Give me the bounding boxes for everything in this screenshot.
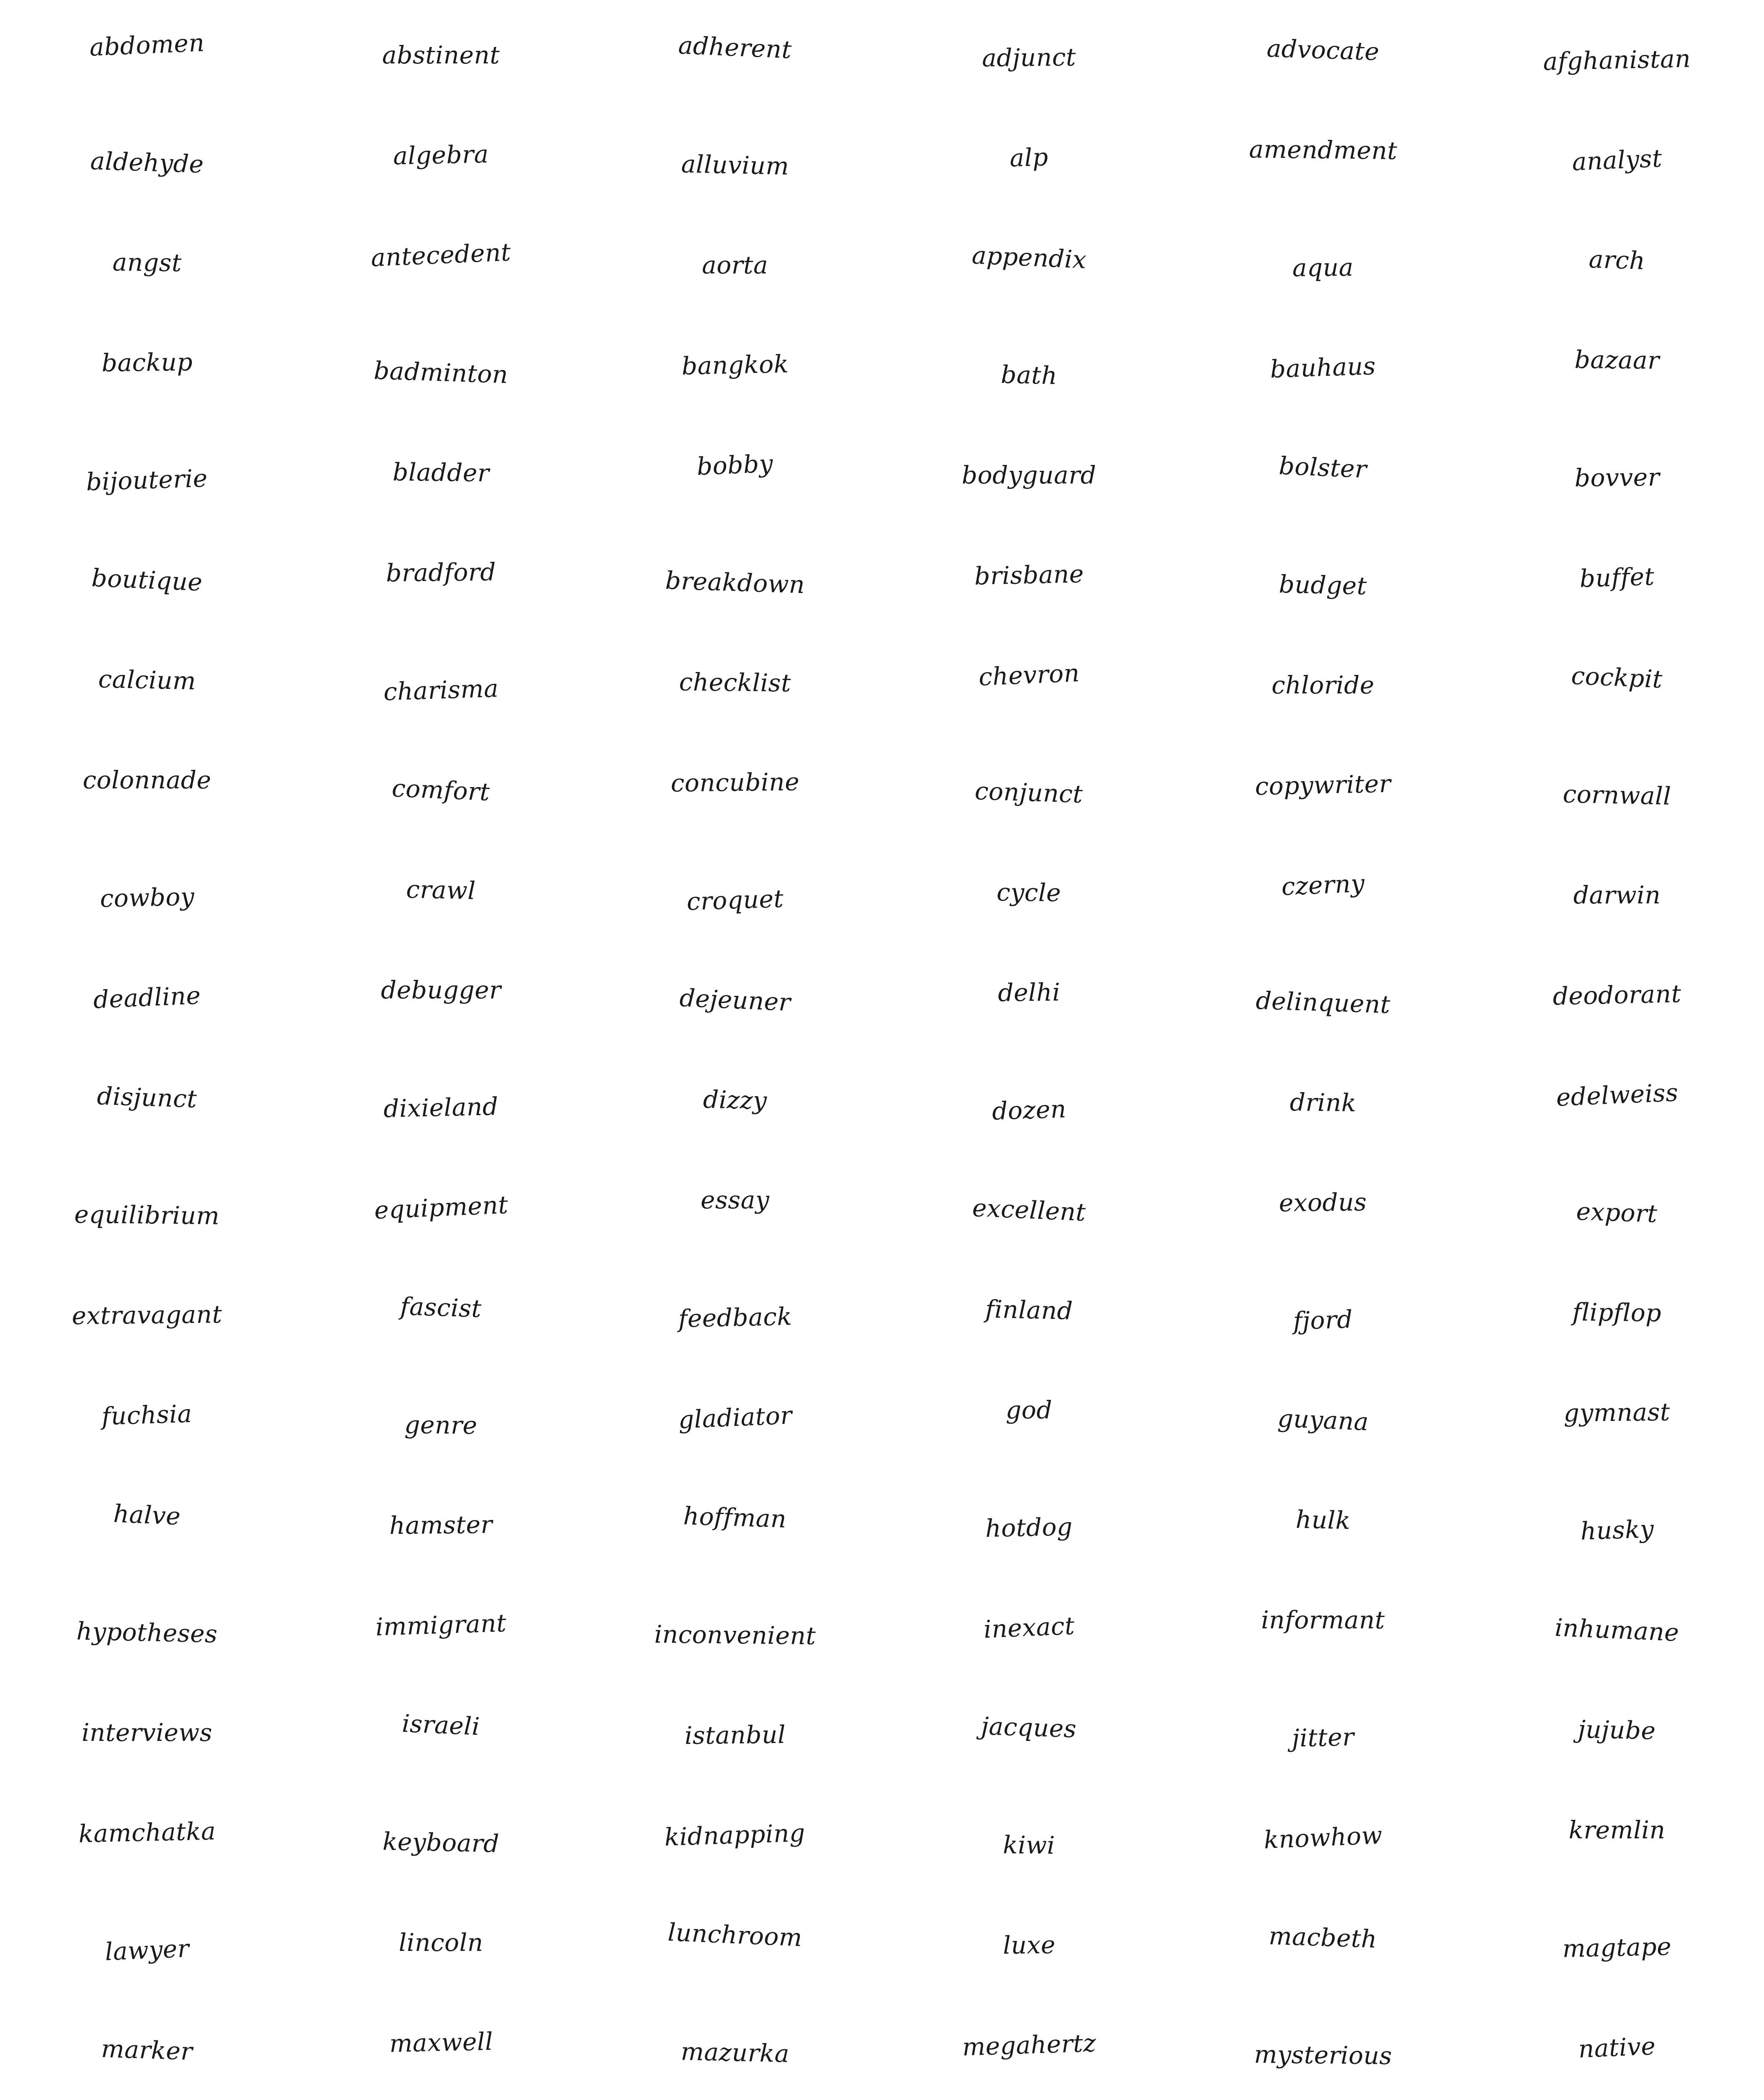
word-cell bbox=[1176, 1785, 1470, 1890]
word-cell bbox=[0, 420, 294, 525]
handwritten-word: cornwall bbox=[1562, 780, 1672, 811]
word-cell bbox=[0, 210, 294, 315]
handwritten-word: chloride bbox=[1271, 671, 1375, 699]
word-cell bbox=[588, 0, 882, 105]
word-cell bbox=[882, 1470, 1176, 1575]
handwritten-word: edelweiss bbox=[1555, 1078, 1679, 1112]
word-cell bbox=[294, 945, 588, 1050]
word-cell bbox=[0, 1785, 294, 1890]
handwritten-word: dejeuner bbox=[679, 983, 791, 1017]
handwritten-word: abdomen bbox=[89, 28, 205, 62]
handwritten-word: kremlin bbox=[1568, 1816, 1666, 1844]
word-cell bbox=[588, 315, 882, 420]
handwritten-word: bradford bbox=[386, 557, 496, 588]
handwritten-word: lincoln bbox=[399, 1928, 483, 1957]
handwritten-word: mysterious bbox=[1254, 2040, 1392, 2070]
handwritten-word: alp bbox=[1009, 142, 1049, 173]
word-cell bbox=[588, 1785, 882, 1890]
word-cell bbox=[588, 735, 882, 840]
handwritten-word: inexact bbox=[983, 1611, 1075, 1644]
word-cell bbox=[294, 840, 588, 945]
word-cell bbox=[1176, 1260, 1470, 1365]
word-cell bbox=[882, 735, 1176, 840]
handwritten-word: colonnade bbox=[82, 766, 212, 794]
handwritten-word: bobby bbox=[696, 449, 774, 481]
handwritten-word: excellent bbox=[971, 1193, 1087, 1227]
handwritten-word: mazurka bbox=[680, 2037, 790, 2068]
word-cell bbox=[882, 1785, 1176, 1890]
word-cell bbox=[0, 525, 294, 630]
word-cell bbox=[882, 840, 1176, 945]
word-cell bbox=[882, 1575, 1176, 1680]
word-cell bbox=[882, 0, 1176, 105]
word-cell bbox=[1176, 735, 1470, 840]
handwritten-word: bolster bbox=[1278, 451, 1368, 484]
handwritten-word: bath bbox=[1000, 360, 1058, 390]
word-cell bbox=[1176, 105, 1470, 210]
word-cell bbox=[294, 525, 588, 630]
word-cell bbox=[588, 525, 882, 630]
word-cell bbox=[0, 315, 294, 420]
word-cell bbox=[588, 1050, 882, 1155]
handwritten-word: fascist bbox=[400, 1292, 482, 1323]
handwritten-word: boutique bbox=[91, 563, 203, 597]
word-cell bbox=[588, 840, 882, 945]
handwritten-word: megahertz bbox=[961, 2029, 1097, 2061]
handwritten-word: lunchroom bbox=[667, 1918, 803, 1952]
word-cell bbox=[588, 1470, 882, 1575]
word-cell bbox=[882, 210, 1176, 315]
handwritten-word: interviews bbox=[81, 1718, 213, 1747]
handwritten-word: chevron bbox=[978, 658, 1080, 692]
handwritten-word: appendix bbox=[971, 241, 1087, 274]
handwritten-word: jujube bbox=[1578, 1715, 1656, 1745]
handwritten-word: advocate bbox=[1266, 34, 1380, 66]
word-cell bbox=[294, 1785, 588, 1890]
handwritten-word: comfort bbox=[391, 774, 491, 806]
word-cell bbox=[1176, 630, 1470, 735]
handwritten-word: extravagant bbox=[71, 1300, 223, 1330]
handwritten-word: feedback bbox=[678, 1302, 792, 1333]
handwritten-word: luxe bbox=[1003, 1930, 1055, 1960]
handwritten-word: native bbox=[1578, 2032, 1656, 2063]
word-cell bbox=[294, 630, 588, 735]
word-cell bbox=[882, 945, 1176, 1050]
handwritten-word: adjunct bbox=[982, 42, 1076, 73]
word-cell bbox=[1470, 1575, 1764, 1680]
word-cell bbox=[882, 1995, 1176, 2100]
word-cell bbox=[1470, 1680, 1764, 1785]
handwritten-word: aqua bbox=[1292, 253, 1354, 282]
word-cell bbox=[882, 1890, 1176, 1995]
word-cell bbox=[294, 1050, 588, 1155]
word-cell bbox=[1470, 420, 1764, 525]
word-cell bbox=[1470, 210, 1764, 315]
handwritten-word: afghanistan bbox=[1543, 44, 1691, 76]
word-cell bbox=[1470, 945, 1764, 1050]
handwritten-word: conjunct bbox=[974, 776, 1084, 809]
word-cell bbox=[294, 1575, 588, 1680]
handwritten-word: adherent bbox=[677, 31, 793, 64]
handwritten-word: cockpit bbox=[1570, 661, 1664, 694]
word-cell bbox=[882, 420, 1176, 525]
handwritten-word: hotdog bbox=[985, 1512, 1073, 1543]
handwritten-word: keyboard bbox=[382, 1827, 500, 1858]
word-cell bbox=[882, 1155, 1176, 1260]
word-cell bbox=[1470, 525, 1764, 630]
handwritten-word: hulk bbox=[1295, 1505, 1351, 1535]
handwritten-word: gladiator bbox=[677, 1401, 793, 1434]
word-cell bbox=[294, 105, 588, 210]
handwritten-word: inhumane bbox=[1554, 1613, 1680, 1647]
handwritten-word: amendment bbox=[1249, 135, 1397, 165]
handwritten-word: dozen bbox=[991, 1095, 1067, 1126]
handwritten-word: czerny bbox=[1281, 869, 1365, 901]
handwritten-word: equipment bbox=[373, 1190, 509, 1225]
word-cell bbox=[294, 1260, 588, 1365]
word-cell bbox=[1470, 1890, 1764, 1995]
word-cell bbox=[1470, 1470, 1764, 1575]
word-cell bbox=[294, 0, 588, 105]
handwritten-word: marker bbox=[101, 2034, 193, 2066]
handwritten-word: concubine bbox=[670, 767, 800, 798]
handwritten-word: deadline bbox=[92, 981, 202, 1014]
word-cell bbox=[588, 1995, 882, 2100]
word-cell bbox=[1470, 1260, 1764, 1365]
handwritten-word: gymnast bbox=[1563, 1397, 1671, 1428]
word-cell bbox=[1470, 315, 1764, 420]
word-cell bbox=[1176, 1680, 1470, 1785]
handwritten-word: cowboy bbox=[99, 882, 195, 913]
word-cell bbox=[0, 1470, 294, 1575]
handwritten-word: debugger bbox=[381, 976, 501, 1004]
handwritten-word: husky bbox=[1580, 1515, 1654, 1546]
handwritten-word: deodorant bbox=[1552, 979, 1682, 1011]
word-cell bbox=[588, 1575, 882, 1680]
handwritten-word: checklist bbox=[679, 667, 791, 698]
handwritten-word: antecedent bbox=[370, 238, 512, 272]
handwritten-word: kiwi bbox=[1003, 1830, 1055, 1860]
handwritten-word: aorta bbox=[702, 251, 768, 279]
handwritten-word: fuchsia bbox=[101, 1399, 193, 1431]
word-cell bbox=[882, 1680, 1176, 1785]
word-cell bbox=[588, 420, 882, 525]
handwritten-word: drink bbox=[1289, 1088, 1357, 1117]
word-cell bbox=[1176, 945, 1470, 1050]
handwritten-word: copywriter bbox=[1255, 769, 1391, 801]
word-cell bbox=[1176, 1155, 1470, 1260]
handwritten-word: hamster bbox=[389, 1510, 493, 1540]
word-cell bbox=[0, 1575, 294, 1680]
handwritten-word: bovver bbox=[1574, 462, 1660, 493]
word-cell bbox=[1176, 1890, 1470, 1995]
handwritten-word: croquet bbox=[686, 884, 784, 916]
handwritten-word: angst bbox=[112, 248, 182, 277]
word-cell bbox=[1176, 210, 1470, 315]
word-cell bbox=[294, 1995, 588, 2100]
handwritten-word: export bbox=[1576, 1197, 1658, 1228]
handwritten-word: maxwell bbox=[388, 2027, 494, 2058]
word-cell bbox=[294, 735, 588, 840]
handwritten-word: jitter bbox=[1292, 1722, 1354, 1753]
handwritten-word: israeli bbox=[401, 1709, 481, 1741]
word-cell bbox=[588, 1260, 882, 1365]
handwritten-word: disjunct bbox=[97, 1082, 197, 1113]
handwritten-word: immigrant bbox=[375, 1609, 507, 1641]
handwritten-word: bazaar bbox=[1574, 345, 1660, 375]
word-cell bbox=[0, 1155, 294, 1260]
word-cell bbox=[0, 1365, 294, 1470]
word-cell bbox=[1470, 1995, 1764, 2100]
word-cell bbox=[294, 1365, 588, 1470]
word-cell bbox=[0, 735, 294, 840]
handwritten-word: bauhaus bbox=[1270, 352, 1376, 383]
word-cell bbox=[1470, 1050, 1764, 1155]
handwritten-word: abstinent bbox=[382, 41, 500, 69]
word-cell bbox=[588, 1365, 882, 1470]
word-cell bbox=[294, 210, 588, 315]
handwritten-word: algebra bbox=[393, 139, 489, 171]
word-cell bbox=[1470, 1365, 1764, 1470]
handwritten-word: informant bbox=[1261, 1606, 1385, 1634]
word-cell bbox=[1176, 1470, 1470, 1575]
handwritten-word: delinquent bbox=[1255, 986, 1391, 1019]
word-cell bbox=[0, 630, 294, 735]
word-cell bbox=[1470, 105, 1764, 210]
word-cell bbox=[882, 1365, 1176, 1470]
handwritten-word: analyst bbox=[1571, 144, 1663, 176]
handwritten-word: genre bbox=[404, 1410, 478, 1440]
handwritten-word: arch bbox=[1588, 244, 1646, 276]
handwritten-word: bodyguard bbox=[961, 461, 1097, 489]
word-cell bbox=[0, 1680, 294, 1785]
handwritten-word: lawyer bbox=[104, 1934, 190, 1966]
word-cell bbox=[1176, 0, 1470, 105]
word-cell bbox=[294, 315, 588, 420]
word-cell bbox=[882, 525, 1176, 630]
word-cell bbox=[588, 105, 882, 210]
word-cell bbox=[0, 1995, 294, 2100]
word-cell bbox=[1470, 0, 1764, 105]
word-cell bbox=[1470, 840, 1764, 945]
handwritten-word: crawl bbox=[406, 875, 476, 905]
word-cell bbox=[588, 945, 882, 1050]
handwritten-word: badminton bbox=[373, 356, 509, 389]
handwritten-word: jacques bbox=[981, 1712, 1077, 1743]
word-cell bbox=[1470, 1155, 1764, 1260]
word-cell bbox=[882, 105, 1176, 210]
handwritten-word: calcium bbox=[98, 664, 196, 696]
handwritten-word: charisma bbox=[383, 674, 499, 706]
word-cell bbox=[588, 1155, 882, 1260]
word-cell bbox=[0, 1890, 294, 1995]
word-cell bbox=[0, 1260, 294, 1365]
handwritten-word: flipflop bbox=[1572, 1297, 1662, 1328]
handwritten-word: kidnapping bbox=[664, 1818, 806, 1852]
handwritten-word: aldehyde bbox=[89, 146, 205, 179]
handwritten-word: delhi bbox=[998, 978, 1060, 1007]
word-cell bbox=[588, 210, 882, 315]
handwritten-word: finland bbox=[985, 1294, 1073, 1326]
handwritten-word: fjord bbox=[1293, 1305, 1353, 1336]
word-cell bbox=[1176, 315, 1470, 420]
word-cell bbox=[1470, 1785, 1764, 1890]
word-cell bbox=[1470, 735, 1764, 840]
handwritten-word: cycle bbox=[997, 878, 1061, 907]
handwritten-word: hoffman bbox=[683, 1502, 787, 1533]
handwritten-word: inconvenient bbox=[654, 1620, 816, 1651]
word-cell bbox=[1176, 1995, 1470, 2100]
word-cell bbox=[294, 420, 588, 525]
handwritten-word: budget bbox=[1278, 570, 1368, 601]
word-cell bbox=[588, 630, 882, 735]
handwritten-word: istanbul bbox=[684, 1720, 786, 1750]
handwritten-word: magtape bbox=[1562, 1932, 1672, 1963]
handwritten-word: essay bbox=[701, 1186, 769, 1214]
word-cell bbox=[0, 0, 294, 105]
word-cell bbox=[1176, 1050, 1470, 1155]
word-cell bbox=[1176, 1365, 1470, 1470]
word-cell bbox=[294, 1680, 588, 1785]
word-cell bbox=[294, 1890, 588, 1995]
word-cell bbox=[1470, 630, 1764, 735]
handwritten-word: kamchatka bbox=[78, 1816, 216, 1848]
word-cell bbox=[588, 1890, 882, 1995]
word-cell bbox=[588, 1680, 882, 1785]
handwritten-word: dixieland bbox=[383, 1092, 499, 1123]
word-cell bbox=[0, 105, 294, 210]
word-cell bbox=[1176, 1575, 1470, 1680]
word-cell bbox=[1176, 420, 1470, 525]
word-cell bbox=[294, 1155, 588, 1260]
word-cell bbox=[0, 1050, 294, 1155]
handwritten-word: bangkok bbox=[681, 349, 789, 381]
word-cell bbox=[1176, 525, 1470, 630]
handwritten-word: buffet bbox=[1579, 562, 1655, 593]
handwritten-word: alluvium bbox=[680, 150, 790, 181]
word-cell bbox=[882, 1260, 1176, 1365]
handwritten-word: bijouterie bbox=[86, 464, 208, 496]
word-cell bbox=[882, 1050, 1176, 1155]
handwritten-word: breakdown bbox=[664, 566, 806, 599]
word-cell bbox=[882, 315, 1176, 420]
handwritten-word: halve bbox=[113, 1499, 181, 1531]
handwritten-word: bladder bbox=[392, 457, 490, 488]
handwritten-word: darwin bbox=[1573, 881, 1661, 909]
handwritten-word: equilibrium bbox=[74, 1200, 220, 1230]
handwritten-word: dizzy bbox=[703, 1085, 767, 1115]
handwritten-word: backup bbox=[101, 347, 193, 378]
handwritten-word: god bbox=[1005, 1396, 1053, 1424]
handwritten-word: guyana bbox=[1277, 1404, 1369, 1436]
word-cell bbox=[294, 1470, 588, 1575]
word-cell bbox=[0, 945, 294, 1050]
handwritten-word: exodus bbox=[1279, 1187, 1367, 1218]
handwritten-word: knowhow bbox=[1263, 1821, 1383, 1854]
word-cell bbox=[0, 840, 294, 945]
handwritten-word: hypotheses bbox=[76, 1617, 218, 1648]
word-cell bbox=[1176, 840, 1470, 945]
word-cell bbox=[882, 630, 1176, 735]
handwritten-word: macbeth bbox=[1268, 1921, 1378, 1954]
handwritten-word: brisbane bbox=[974, 559, 1084, 591]
